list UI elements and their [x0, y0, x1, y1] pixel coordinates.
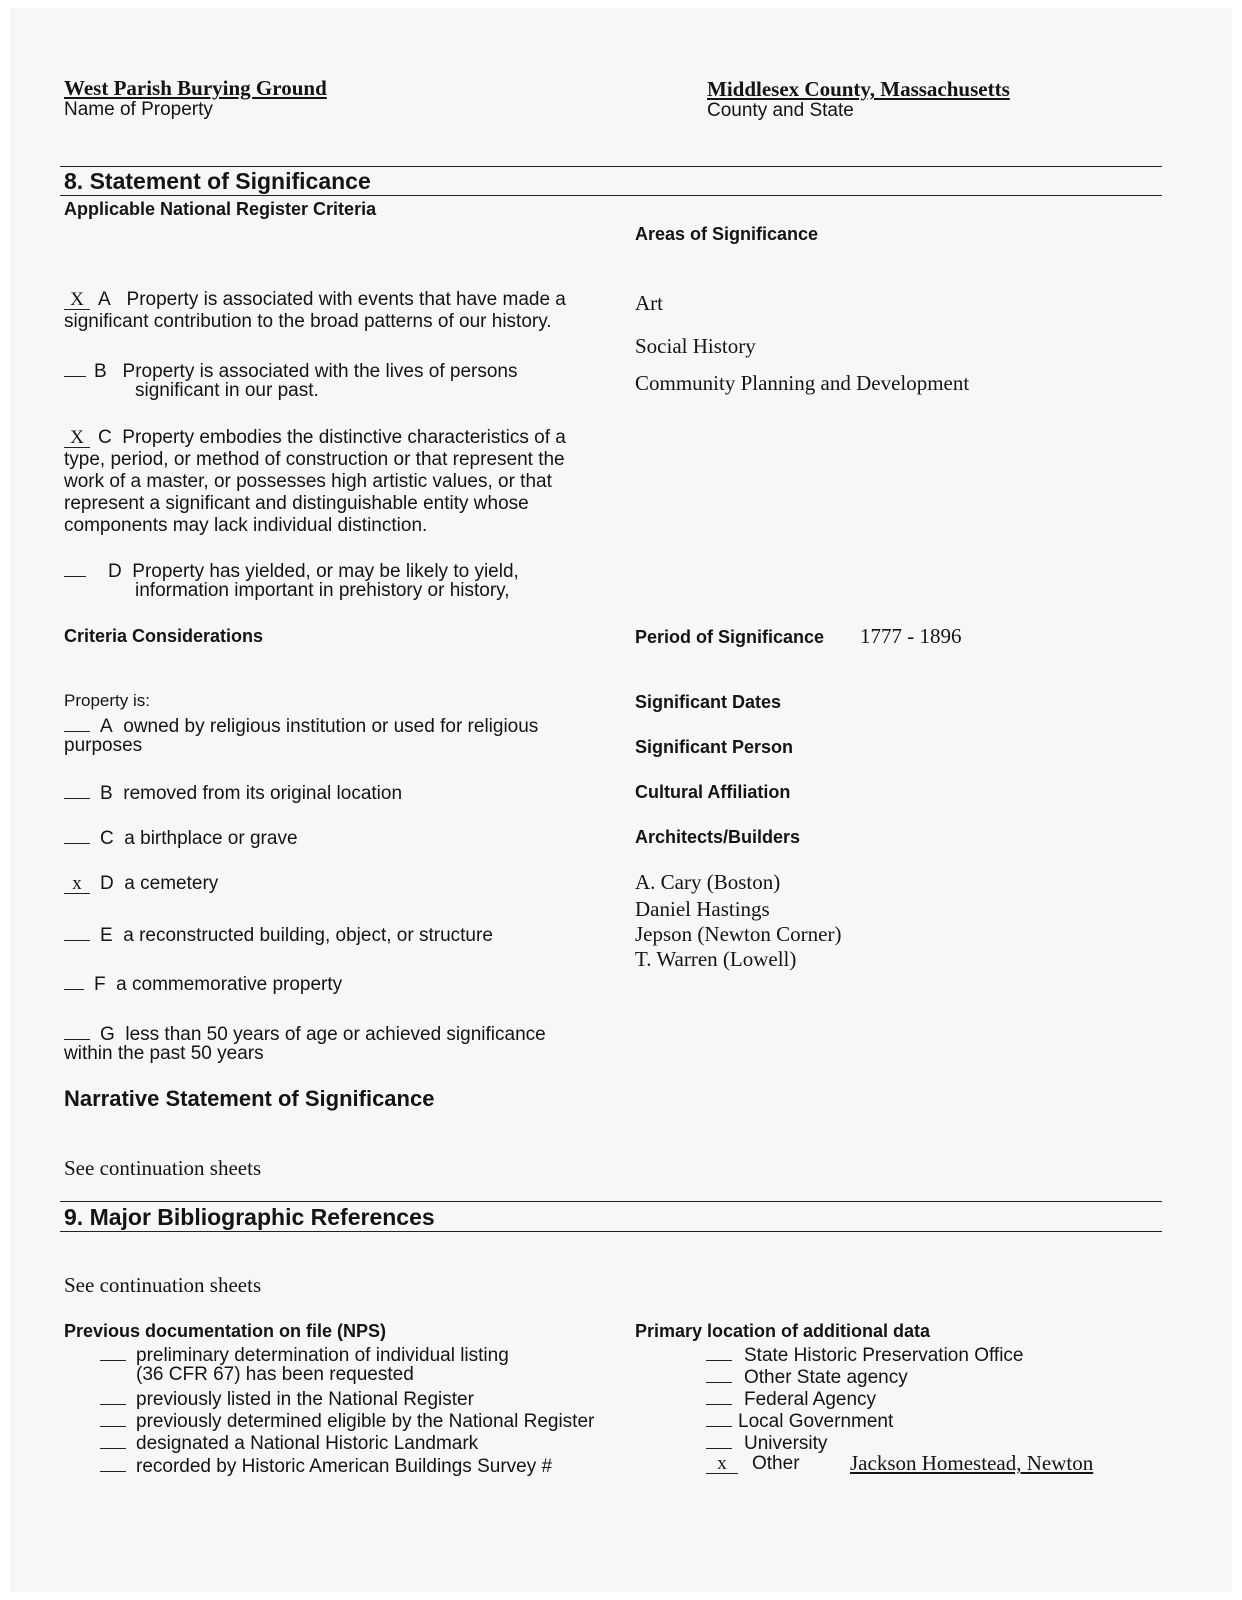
previous-item: recorded by Historic American Buildings Survey # [100, 1453, 552, 1478]
criterion-b: B Property is associated with the lives of persons [64, 358, 518, 383]
consideration-c: C a birthplace or grave [64, 825, 298, 850]
criterion-d-text: information important in prehistory or history, [135, 580, 510, 601]
consideration-a: A owned by religious institution or used for religious [64, 713, 538, 738]
previous-item-text: (36 CFR 67) has been requested [136, 1364, 414, 1385]
criterion-b-text: significant in our past. [135, 380, 319, 401]
consideration-b-checkbox[interactable] [64, 780, 90, 799]
architect-item: Jepson (Newton Corner) [635, 922, 842, 946]
criterion-c-checkbox[interactable]: X [64, 429, 90, 448]
section-rule [60, 1201, 1162, 1202]
person-label: Significant Person [635, 737, 794, 757]
consideration-f: F a commemorative property [64, 971, 342, 996]
property-name: West Parish Burying Ground [64, 76, 327, 100]
previous-item: preliminary determination of individual listing [100, 1342, 509, 1367]
area-item: Community Planning and Development [635, 371, 970, 395]
narrative-text: See continuation sheets [64, 1156, 262, 1180]
primary-item: x Other [706, 1453, 800, 1475]
property-caption: Name of Property [64, 99, 213, 120]
criterion-a-text: significant contribution to the broad patterns of our history. [64, 311, 552, 332]
criterion-c-text: components may lack individual distinction. [64, 515, 428, 536]
criterion-c-text: represent a significant and distinguishable entity whose [64, 493, 529, 514]
architect-item: Daniel Hastings [635, 897, 770, 921]
consideration-e: E a reconstructed building, object, or structure [64, 922, 493, 947]
section-9-title: 9. Major Bibliographic References [64, 1204, 435, 1230]
primary-item: University [706, 1430, 827, 1455]
criterion-a: X A Property is associated with events that have made a [64, 289, 566, 311]
primary-item: State Historic Preservation Office [706, 1342, 1023, 1367]
consideration-g: G less than 50 years of age or achieved significance [64, 1021, 546, 1046]
previous-heading: Previous documentation on file (NPS) [64, 1321, 387, 1341]
section-8-title: 8. Statement of Significance [64, 168, 371, 194]
county-state: Middlesex County, Massachusetts [707, 77, 1010, 101]
consideration-c-checkbox[interactable] [64, 825, 90, 844]
architects-label: Architects/Builders [635, 827, 801, 847]
consideration-a-checkbox[interactable] [64, 713, 90, 732]
cultural-label: Cultural Affiliation [635, 782, 791, 802]
criterion-b-checkbox[interactable] [64, 358, 86, 377]
criterion-c-text: type, period, or method of construction or that represent the [64, 449, 565, 470]
county-caption: County and State [707, 100, 854, 121]
consideration-d: x D a cemetery [64, 873, 218, 895]
consideration-d-checkbox[interactable]: x [64, 875, 90, 894]
bibliography-text: See continuation sheets [64, 1273, 262, 1297]
previous-checkbox[interactable] [100, 1408, 126, 1427]
primary-other-detail: Jackson Homestead, Newton [850, 1451, 1094, 1475]
dates-label: Significant Dates [635, 692, 782, 712]
previous-item: previously listed in the National Register [100, 1386, 474, 1411]
primary-checkbox[interactable] [706, 1430, 732, 1449]
area-item: Art [635, 291, 663, 315]
property-is-label: Property is: [64, 691, 150, 710]
consideration-g-checkbox[interactable] [64, 1021, 90, 1040]
considerations-heading: Criteria Considerations [64, 626, 264, 646]
criterion-d-checkbox[interactable] [64, 558, 86, 577]
previous-item: previously determined eligible by the National Register [100, 1408, 594, 1433]
consideration-a-text: purposes [64, 735, 143, 756]
previous-checkbox[interactable] [100, 1453, 126, 1472]
primary-checkbox[interactable] [706, 1364, 732, 1383]
criterion-a-checkbox[interactable]: X [64, 291, 90, 310]
consideration-g-text: within the past 50 years [64, 1043, 264, 1064]
primary-item: Federal Agency [706, 1386, 876, 1411]
previous-item: designated a National Historic Landmark [100, 1430, 478, 1455]
period-label: Period of Significance [635, 627, 825, 647]
primary-checkbox[interactable] [706, 1342, 732, 1361]
previous-checkbox[interactable] [100, 1386, 126, 1405]
architect-item: A. Cary (Boston) [635, 870, 781, 894]
section-rule [60, 1231, 1162, 1232]
narrative-heading: Narrative Statement of Significance [64, 1086, 435, 1111]
criteria-heading: Applicable National Register Criteria [64, 199, 377, 219]
primary-item: Local Government [706, 1408, 893, 1433]
criterion-c-text: work of a master, or possesses high artistic values, or that [64, 471, 552, 492]
criterion-d: D Property has yielded, or may be likely to yield, [64, 558, 519, 583]
primary-checkbox[interactable] [706, 1408, 732, 1427]
section-rule [60, 195, 1162, 196]
consideration-f-checkbox[interactable] [64, 971, 84, 990]
consideration-e-checkbox[interactable] [64, 922, 90, 941]
primary-item: Other State agency [706, 1364, 908, 1389]
primary-checkbox[interactable]: x [706, 1455, 738, 1474]
criterion-c: X C Property embodies the distinctive characteristics of a [64, 427, 566, 449]
period-value: 1777 - 1896 [860, 624, 962, 648]
areas-heading: Areas of Significance [635, 224, 819, 244]
architect-item: T. Warren (Lowell) [635, 947, 797, 971]
previous-checkbox[interactable] [100, 1342, 126, 1361]
primary-checkbox[interactable] [706, 1386, 732, 1405]
previous-checkbox[interactable] [100, 1430, 126, 1449]
primary-heading: Primary location of additional data [635, 1321, 931, 1341]
consideration-b: B removed from its original location [64, 780, 402, 805]
area-item: Social History [635, 334, 756, 358]
